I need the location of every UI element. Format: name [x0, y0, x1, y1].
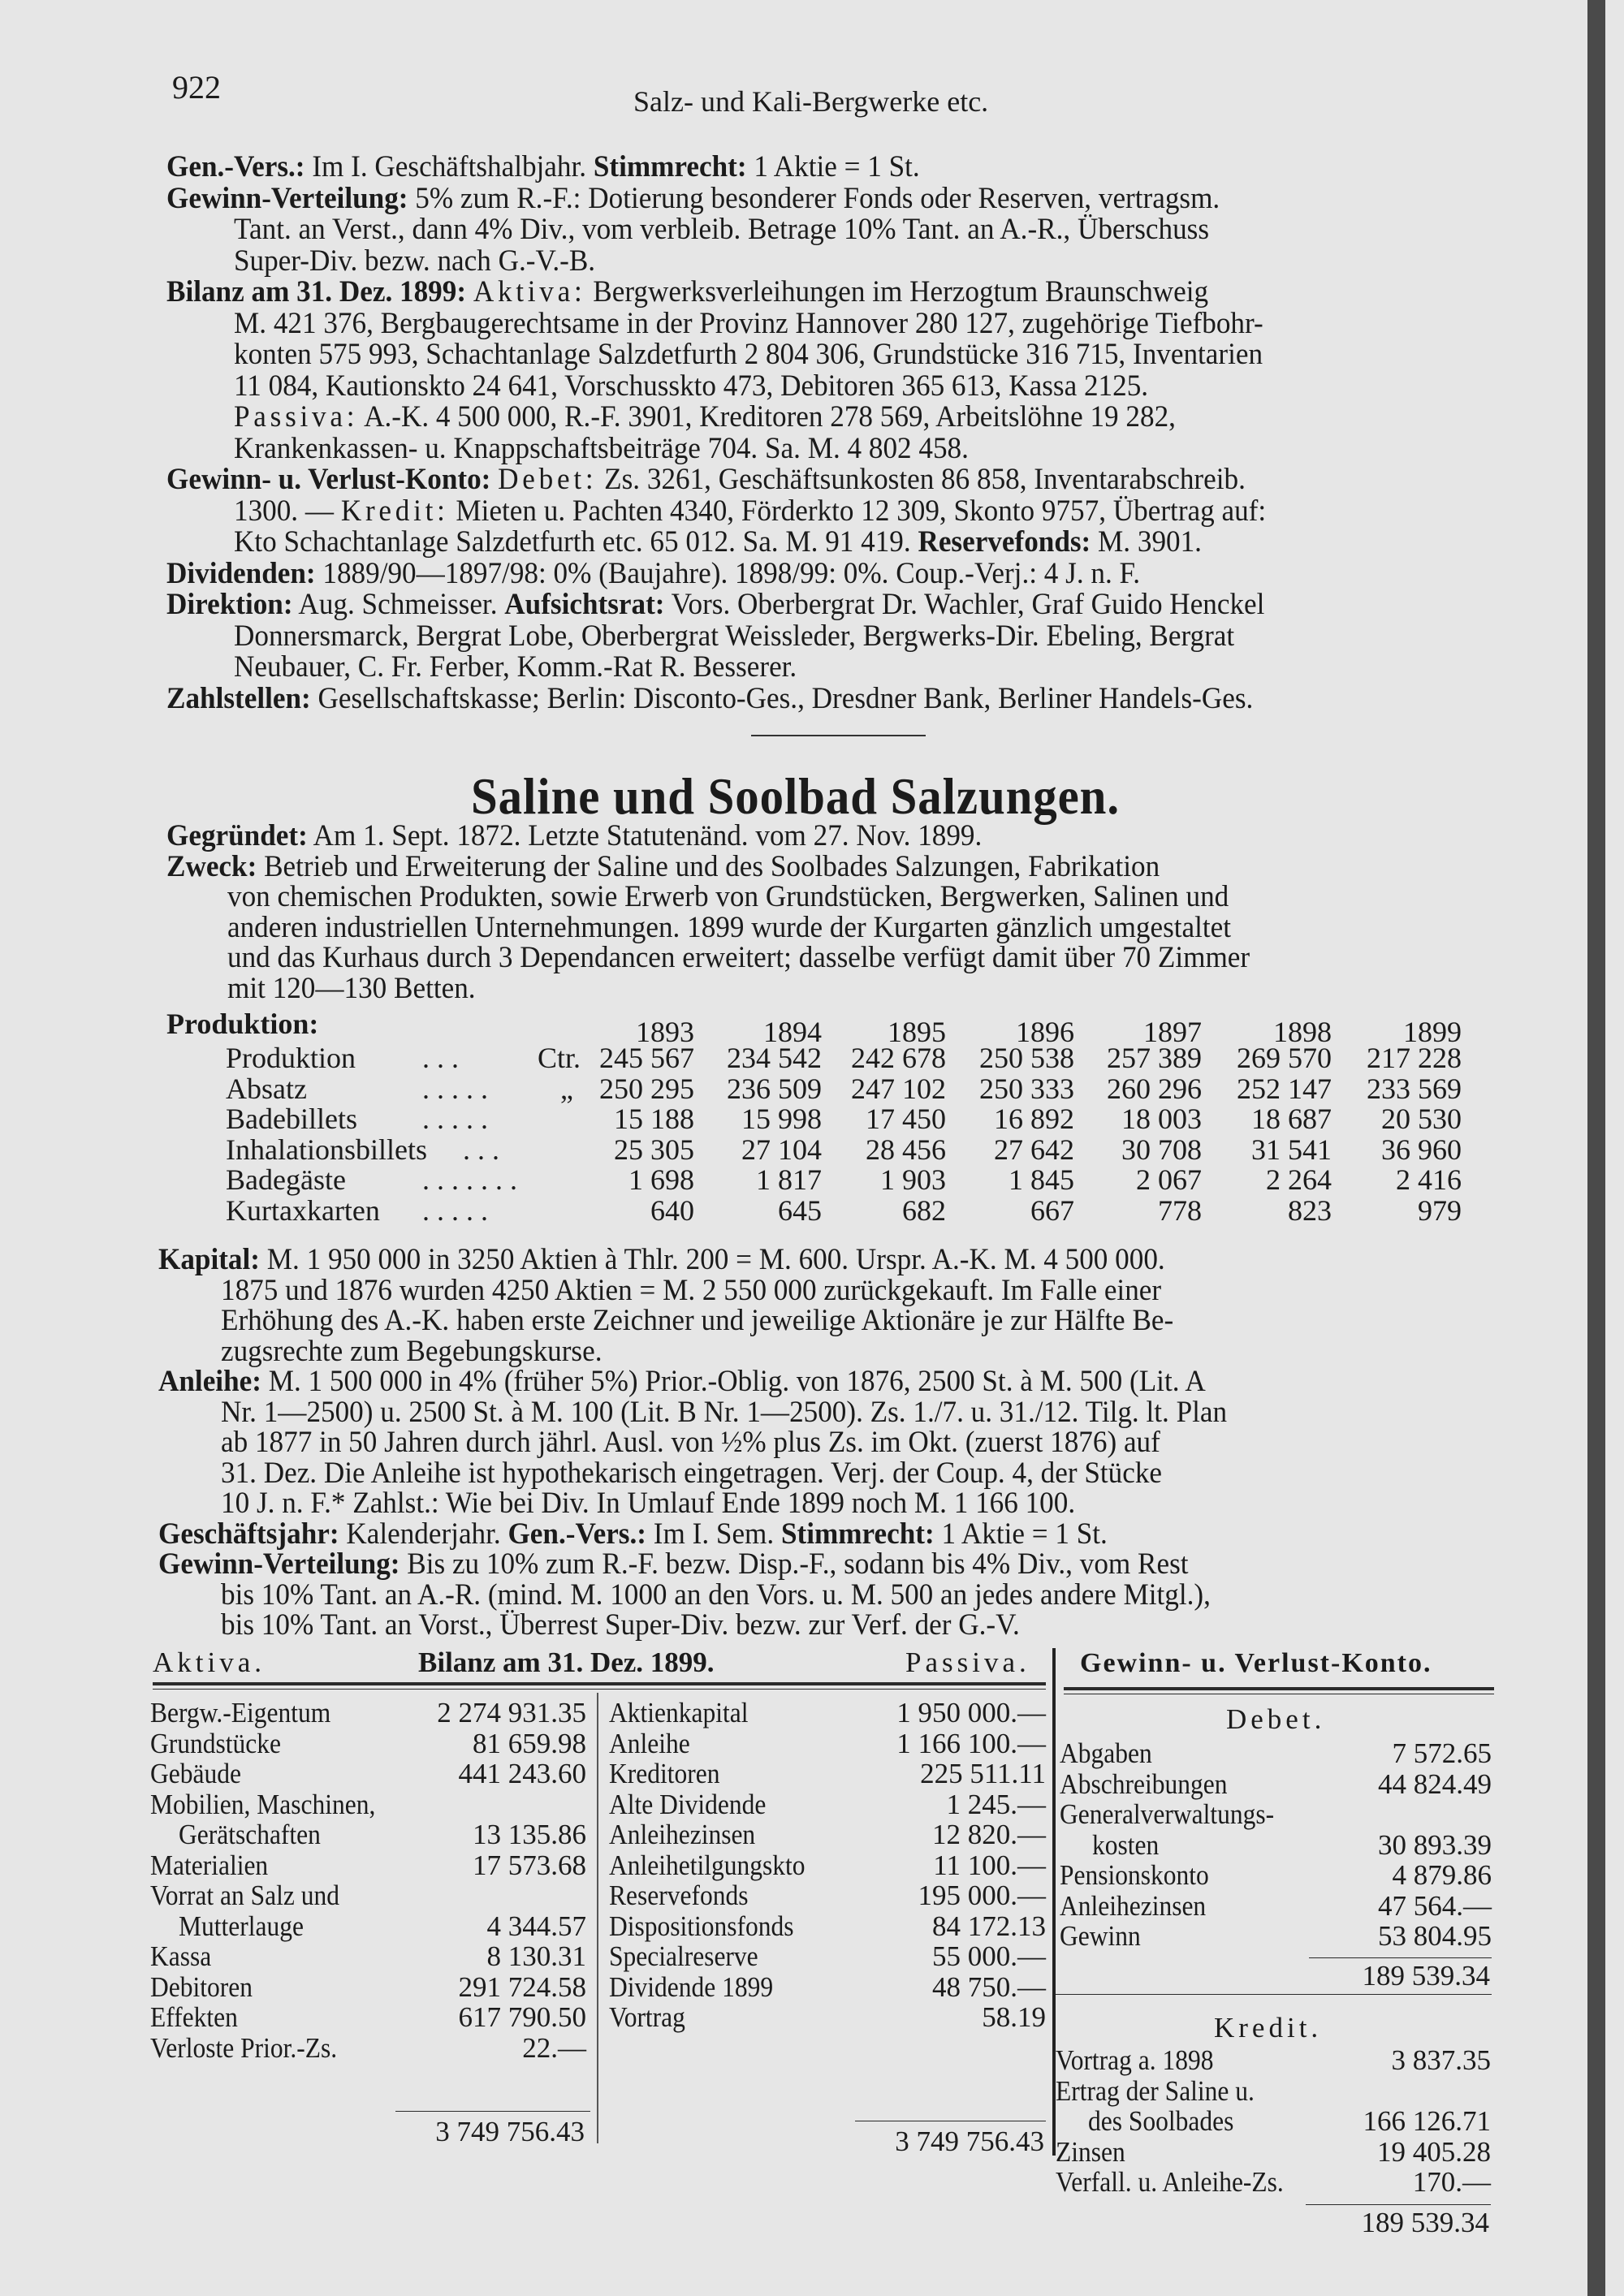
line-label: Stimmrecht:: [780, 1517, 935, 1551]
table-cell: 31 541: [1251, 1133, 1332, 1166]
ledger-label: kosten: [1092, 1828, 1160, 1861]
line-text: konten 575 993, Schachtanlage Salzdetfurth 2 804 306, Grundstücke 316 715, Inventarien: [234, 338, 1263, 371]
passiva-total: 3 749 756.43: [895, 2126, 1044, 2157]
table-cell: 1 817: [756, 1163, 822, 1196]
text-line: [166, 183, 1220, 215]
text-line: [234, 620, 1234, 653]
leader-dots: . . . . . . .: [422, 1163, 517, 1196]
ledger-label: Materialien: [150, 1849, 269, 1881]
ledger-label: Abgaben: [1060, 1737, 1152, 1769]
table-cell: 25 305: [614, 1133, 694, 1166]
table-cell: 30 708: [1121, 1133, 1202, 1166]
line-text: Gesellschaftskasse; Berlin: Disconto-Ges., Dresdner Bank, Berliner Handels-Ges.: [317, 681, 1254, 715]
ledger-value: 30 893.39: [1378, 1828, 1492, 1861]
text-line: [221, 1275, 1161, 1307]
text-line: [234, 214, 1209, 246]
line-text: Bis zu 10% zum R.-F. bezw. Disp.-F., sodann bis 4% Div., vom Rest: [407, 1547, 1189, 1581]
text-line: [234, 339, 1263, 371]
ledger-label: Aktienkapital: [609, 1697, 749, 1728]
line-text: Nr. 1—2500) u. 2500 St. à M. 100 (Lit. B Nr. 1—2500). Zs. 1./7. u. 31./12. Tilg. lt. Plan: [221, 1395, 1228, 1429]
line-label: Geschäftsjahr:: [158, 1517, 339, 1551]
ledger-label: Dispositionsfonds: [609, 1910, 794, 1942]
table-cell: 242 678: [851, 1042, 946, 1074]
year-header: 1895: [888, 1016, 946, 1048]
aktiva-sum-rule: [395, 2111, 590, 2112]
line-text: 10 J. n. F.* Zahlst.: Wie bei Div. In Umlauf Ende 1899 noch M. 1 166 100.: [221, 1487, 1076, 1520]
text-line: [158, 1244, 1165, 1276]
table-cell: 20 530: [1381, 1103, 1462, 1135]
ledger-value: 1 950 000.—: [896, 1697, 1046, 1728]
ledger-label: Anleihetilgungskto: [609, 1849, 806, 1881]
balance-title: Bilanz am 31. Dez. 1899.: [418, 1646, 715, 1678]
line-text: Bergwerksverleihungen im Herzogtum Braunschweig: [593, 275, 1209, 309]
line-label: Stimmrecht:: [593, 150, 747, 183]
table-cell: 778: [1158, 1193, 1202, 1227]
table-cell: 257 389: [1107, 1042, 1202, 1074]
ledger-label: Kreditoren: [609, 1758, 720, 1789]
debet-total: 189 539.34: [1362, 1960, 1490, 1992]
line-label: Gegründet:: [166, 819, 308, 852]
text-line: [234, 495, 1266, 528]
ledger-value: 195 000.—: [918, 1880, 1046, 1911]
unit-label: „: [560, 1072, 573, 1105]
ledger-label: Alte Dividende: [609, 1788, 767, 1820]
line-label: Aufsichtsrat:: [504, 588, 665, 621]
line-text: Super-Div. bezw. nach G.-V.-B.: [234, 244, 596, 278]
table-cell: 234 542: [727, 1042, 822, 1074]
text-line: [221, 1579, 1211, 1612]
column-divider: [597, 1693, 598, 2143]
line-text: Mieten u. Pachten 4340, Förderkto 12 309, Skonto 9757, Übertrag auf:: [456, 494, 1267, 528]
ledger-value: 291 724.58: [458, 1970, 586, 2003]
page-number: 922: [172, 69, 221, 106]
line-text: Im I. Geschäftshalbjahr.: [312, 150, 587, 183]
table-cell: 16 892: [994, 1103, 1074, 1135]
year-header: 1893: [636, 1016, 694, 1048]
row-label: Badegäste: [226, 1163, 346, 1196]
ledger-value: 81 659.98: [473, 1727, 586, 1759]
row-label: Produktion: [226, 1042, 356, 1074]
ledger-label: Anleihezinsen: [609, 1819, 756, 1850]
ledger-label: Anleihezinsen: [1060, 1889, 1207, 1922]
table-cell: 236 509: [727, 1072, 822, 1105]
ledger-label: Vorrat an Salz und: [150, 1880, 340, 1911]
ledger-label: Ertrag der Saline u.: [1056, 2074, 1255, 2107]
row-label: Inhalationsbillets: [226, 1133, 427, 1166]
text-line: [221, 1457, 1162, 1490]
ledger-value: 4 344.57: [486, 1910, 586, 1942]
ledger-label: Vortrag: [609, 2001, 685, 2033]
text-line: [234, 370, 1148, 403]
ledger-value: 3 837.35: [1391, 2044, 1491, 2076]
line-label: Anleihe:: [158, 1365, 261, 1398]
passiva-heading: Passiva.: [905, 1646, 1030, 1678]
year-header: 1894: [763, 1016, 822, 1048]
line-text: Betrieb und Erweiterung der Saline und des Soolbades Salzungen, Fabrikation: [264, 849, 1160, 883]
line-text: M. 421 376, Bergbaugerechtsame in der Provinz Hannover 280 127, zugehörige Tiefbohr-: [234, 306, 1263, 340]
line-text: A.-K. 4 500 000, R.-F. 3901, Kreditoren 278 569, Arbeitslöhne 19 282,: [364, 400, 1176, 434]
text-line: [234, 433, 969, 465]
table-cell: 217 228: [1367, 1042, 1462, 1074]
table-cell: 233 569: [1367, 1072, 1462, 1105]
text-line: [234, 651, 797, 684]
table-cell: 1 698: [628, 1163, 694, 1196]
text-line: [221, 1396, 1227, 1429]
ledger-value: 48 750.—: [932, 1970, 1046, 2003]
ledger-label: Kassa: [150, 1940, 212, 1972]
ledger-value: 617 790.50: [458, 2001, 586, 2033]
ledger-label: Abschreibungen: [1060, 1767, 1228, 1800]
ledger-label: Debitoren: [150, 1970, 253, 2003]
ledger-label: Dividende 1899: [609, 1970, 774, 2003]
aktiva-heading: Aktiva.: [153, 1646, 266, 1678]
line-text: 11 084, Kautionskto 24 641, Vorschusskto 473, Debitoren 365 613, Kassa 2125.: [234, 369, 1149, 403]
line-text: Tant. an Verst., dann 4% Div., vom verbleib. Betrage 10% Tant. an A.-R., Überschuss: [234, 213, 1210, 246]
spaced-label: Debet:: [498, 463, 598, 496]
line-label: Zahlstellen:: [166, 681, 311, 715]
ledger-label: Effekten: [150, 2001, 238, 2033]
table-cell: 2 264: [1266, 1163, 1332, 1196]
table-cell: 1 903: [880, 1163, 946, 1196]
table-cell: 250 538: [979, 1042, 1074, 1074]
ledger-label: Verfall. u. Anleihe-Zs.: [1056, 2166, 1284, 2198]
table-cell: 245 567: [599, 1042, 694, 1074]
text-line: [234, 401, 1176, 434]
guv-rule-thick: [1064, 1687, 1494, 1690]
leader-dots: . . . . .: [422, 1103, 488, 1135]
row-label: Absatz: [226, 1072, 307, 1105]
table-cell: 250 295: [599, 1072, 694, 1105]
leader-dots: . . . . .: [422, 1072, 488, 1105]
ledger-value: 17 573.68: [473, 1849, 586, 1881]
table-cell: 640: [650, 1193, 694, 1227]
production-label: Produktion:: [166, 1008, 319, 1040]
line-text: Donnersmarck, Bergrat Lobe, Oberbergrat Weissleder, Bergwerks-Dir. Ebeling, Bergrat: [234, 619, 1235, 653]
line-label: Reservefonds:: [918, 525, 1091, 559]
ledger-value: 22.—: [522, 2031, 586, 2064]
spaced-label: Passiva:: [234, 400, 359, 434]
leader-dots: . . .: [463, 1133, 499, 1166]
line-label: Gewinn-Verteilung:: [166, 181, 408, 215]
ledger-label: Verloste Prior.-Zs.: [150, 2031, 338, 2064]
line-text: bis 10% Tant. an Vorst., Überrest Super-Div. bezw. zur Verf. der G.-V.: [221, 1608, 1020, 1642]
table-cell: 1 845: [1009, 1163, 1074, 1196]
line-text: 5% zum R.-F.: Dotierung besonderer Fonds oder Reserven, vertragsm.: [415, 181, 1220, 215]
table-cell: 667: [1030, 1193, 1074, 1227]
ledger-label: Zinsen: [1056, 2135, 1125, 2168]
ledger-value: 8 130.31: [486, 1940, 586, 1972]
text-line: [221, 1305, 1173, 1337]
line-label: Kapital:: [158, 1243, 260, 1276]
line-text: von chemischen Produkten, sowie Erwerb von Grundstücken, Bergwerken, Salinen und: [227, 880, 1229, 913]
table-cell: 247 102: [851, 1072, 946, 1105]
text-line: [166, 683, 1253, 715]
kredit-heading: Kredit.: [1214, 2012, 1323, 2044]
ledger-label: Gewinn: [1060, 1920, 1141, 1952]
ledger-value: 441 243.60: [458, 1758, 586, 1789]
page-edge-shadow: [1587, 0, 1605, 2296]
line-label: Gewinn-Verteilung:: [158, 1547, 400, 1581]
line-text: ab 1877 in 50 Jahren durch jährl. Ausl. von ½% plus Zs. im Okt. (zuerst 1876) auf: [221, 1426, 1160, 1459]
line-text: 1 Aktie = 1 St.: [941, 1517, 1108, 1551]
line-text: Zs. 3261, Geschäftsunkosten 86 858, Inventarabschreib.: [604, 463, 1246, 496]
ledger-value: 1 166 100.—: [896, 1727, 1046, 1759]
guv-mid-rule: [1056, 1994, 1492, 1995]
line-text: M. 1 950 000 in 3250 Aktien à Thlr. 200 = M. 600. Urspr. A.-K. M. 4 500 000.: [266, 1243, 1165, 1276]
table-cell: 17 450: [866, 1103, 946, 1135]
ledger-value: 166 126.71: [1363, 2105, 1491, 2137]
text-line: [166, 276, 1208, 309]
table-cell: 250 333: [979, 1072, 1074, 1105]
spaced-label: Kredit:: [340, 494, 449, 528]
guv-title: Gewinn- u. Verlust-Konto.: [1080, 1648, 1432, 1678]
line-text: M. 1 500 000 in 4% (früher 5%) Prior.-Oblig. von 1876, 2500 St. à M. 500 (Lit. A: [268, 1365, 1206, 1398]
ledger-value: 4 879.86: [1392, 1859, 1492, 1891]
line-text: 1 Aktie = 1 St.: [754, 150, 920, 183]
ledger-label: Gebäude: [150, 1758, 241, 1789]
ledger-value: 1 245.—: [946, 1788, 1046, 1820]
table-cell: 27 104: [741, 1133, 822, 1166]
line-label: Gewinn- u. Verlust-Konto:: [166, 463, 491, 496]
ledger-label: Generalverwaltungs-: [1060, 1798, 1275, 1830]
running-head: Salz- und Kali-Bergwerke etc.: [633, 85, 989, 118]
table-cell: 36 960: [1381, 1133, 1462, 1166]
ledger-label: Mutterlauge: [179, 1910, 304, 1942]
section-separator: [751, 735, 926, 736]
ledger-value: 58.19: [982, 2001, 1046, 2033]
ledger-value: 47 564.—: [1378, 1889, 1492, 1922]
leader-dots: . . . . .: [422, 1193, 488, 1227]
line-label: Bilanz am 31. Dez. 1899:: [166, 275, 467, 309]
ledger-label: Gerätschaften: [179, 1819, 321, 1850]
ledger-label: Grundstücke: [150, 1727, 281, 1759]
ledger-label: Mobilien, Maschinen,: [150, 1788, 376, 1820]
kredit-total: 189 539.34: [1361, 2207, 1489, 2238]
line-text: 1875 und 1876 wurden 4250 Aktien = M. 2 550 000 zurückgekauft. Im Falle einer: [221, 1273, 1162, 1307]
line-text: bis 10% Tant. an A.-R. (mind. M. 1000 an den Vors. u. M. 500 an jedes andere Mitgl.),: [221, 1577, 1211, 1612]
leader-dots: . . .: [422, 1042, 459, 1074]
year-header: 1899: [1403, 1016, 1462, 1048]
kredit-sum-rule: [1306, 2204, 1491, 2205]
table-cell: 18 003: [1121, 1103, 1202, 1135]
ledger-value: 225 511.11: [920, 1758, 1046, 1789]
table-cell: 979: [1418, 1193, 1462, 1227]
ledger-value: 53 804.95: [1378, 1920, 1492, 1952]
line-label: Zweck:: [166, 849, 257, 883]
text-line: [166, 820, 982, 852]
ledger-value: 19 405.28: [1377, 2135, 1491, 2168]
text-line: [234, 308, 1263, 340]
text-line: [166, 464, 1246, 496]
unit-label: Ctr.: [538, 1042, 581, 1074]
year-header: 1896: [1016, 1016, 1074, 1048]
ledger-label: Anleihe: [609, 1727, 690, 1759]
table-cell: 2 067: [1136, 1163, 1202, 1196]
text-line: [227, 973, 476, 1005]
line-text: Neubauer, C. Fr. Ferber, Komm.-Rat R. Besserer.: [234, 650, 797, 684]
table-cell: 645: [778, 1193, 822, 1227]
line-label: Gen.-Vers.:: [508, 1517, 646, 1551]
text-line: [221, 1609, 1020, 1642]
line-text: zugsrechte zum Begebungskurse.: [221, 1334, 603, 1368]
line-text: M. 3901.: [1098, 525, 1202, 559]
text-line: [234, 526, 1202, 559]
text-line: [221, 1426, 1160, 1459]
row-label: Badebillets: [226, 1103, 357, 1135]
ledger-label: Vortrag a. 1898: [1056, 2044, 1214, 2076]
debet-sum-rule: [1309, 1957, 1492, 1958]
header-rule-thick: [153, 1682, 1046, 1685]
ledger-value: 11 100.—: [933, 1849, 1046, 1881]
line-text: Krankenkassen- u. Knappschaftsbeiträge 704. Sa. M. 4 802 458.: [234, 431, 969, 465]
ledger-label: Bergw.-Eigentum: [150, 1697, 331, 1728]
line-text: mit 120—130 Betten.: [227, 971, 476, 1005]
ledger-value: 12 820.—: [932, 1819, 1046, 1850]
header-rule-thin: [153, 1689, 1046, 1690]
ledger-label: Specialreserve: [609, 1940, 758, 1972]
text-line: [158, 1366, 1206, 1398]
line-text: Erhöhung des A.-K. haben erste Zeichner und jeweilige Aktionäre je zur Hälfte Be-: [221, 1304, 1174, 1337]
line-text: Im I. Sem.: [653, 1517, 775, 1551]
line-text: 1889/90—1897/98: 0% (Baujahre). 1898/99: 0%. Coup.-Verj.: 4 J. n. F.: [322, 556, 1141, 590]
line-text: 31. Dez. Die Anleihe ist hypothekarisch eingetragen. Verj. der Coup. 4, der Stücke: [221, 1456, 1162, 1490]
debet-heading: Debet.: [1226, 1703, 1326, 1735]
ledger-value: 84 172.13: [932, 1910, 1046, 1942]
ledger-value: 55 000.—: [932, 1940, 1046, 1972]
text-line: [227, 912, 1231, 944]
line-label: Direktion:: [166, 588, 293, 621]
year-header: 1898: [1273, 1016, 1332, 1048]
company-title: Saline und Soolbad Salzungen.: [471, 767, 1120, 825]
text-line: [158, 1548, 1189, 1581]
table-cell: 823: [1288, 1193, 1332, 1227]
year-header: 1897: [1143, 1016, 1202, 1048]
ledger-value: 13 135.86: [473, 1819, 586, 1850]
line-text: Kto Schachtanlage Salzdetfurth etc. 65 012. Sa. M. 91 419.: [234, 525, 911, 559]
text-line: [166, 558, 1140, 590]
table-cell: 2 416: [1396, 1163, 1462, 1196]
ledger-value: 44 824.49: [1378, 1767, 1492, 1800]
line-text: 1300. —: [234, 494, 335, 528]
line-label: Dividenden:: [166, 556, 316, 590]
text-line: [227, 881, 1229, 913]
text-line: [227, 942, 1250, 974]
ledger-label: des Soolbades: [1088, 2105, 1234, 2137]
line-text: Vors. Oberbergrat Dr. Wachler, Graf Guido Henckel: [671, 588, 1265, 621]
line-text: Aug. Schmeisser.: [298, 588, 498, 621]
ledger-value: 7 572.65: [1392, 1737, 1492, 1769]
ledger-value: 2 274 931.35: [437, 1697, 586, 1728]
table-cell: 18 687: [1251, 1103, 1332, 1135]
aktiva-total: 3 749 756.43: [435, 2116, 585, 2147]
ledger-label: Pensionskonto: [1060, 1859, 1209, 1891]
table-cell: 260 296: [1107, 1072, 1202, 1105]
text-line: [166, 589, 1264, 621]
table-cell: 15 998: [741, 1103, 822, 1135]
text-line: [166, 151, 920, 183]
ledger-value: 170.—: [1412, 2166, 1491, 2198]
text-line: [158, 1518, 1108, 1551]
table-cell: 682: [902, 1193, 946, 1227]
table-cell: 27 642: [994, 1133, 1074, 1166]
spaced-label: Aktiva:: [473, 275, 586, 309]
line-text: Kalenderjahr.: [346, 1517, 501, 1551]
text-line: [221, 1487, 1075, 1520]
line-text: Am 1. Sept. 1872. Letzte Statutenänd. vom 27. Nov. 1899.: [313, 819, 983, 852]
table-cell: 15 188: [614, 1103, 694, 1135]
table-cell: 269 570: [1237, 1042, 1332, 1074]
line-text: und das Kurhaus durch 3 Dependancen erweitert; dasselbe verfügt damit über 70 Zimmer: [227, 941, 1250, 974]
text-line: [221, 1336, 603, 1368]
table-cell: 28 456: [866, 1133, 946, 1166]
table-cell: 252 147: [1237, 1072, 1332, 1105]
ledger-label: Reservefonds: [609, 1880, 749, 1911]
text-line: [234, 245, 595, 278]
row-label: Kurtaxkarten: [226, 1193, 380, 1227]
line-label: Gen.-Vers.:: [166, 150, 305, 183]
text-line: [166, 851, 1160, 883]
line-text: anderen industriellen Unternehmungen. 1899 wurde der Kurgarten gänzlich umgestaltet: [227, 910, 1232, 944]
